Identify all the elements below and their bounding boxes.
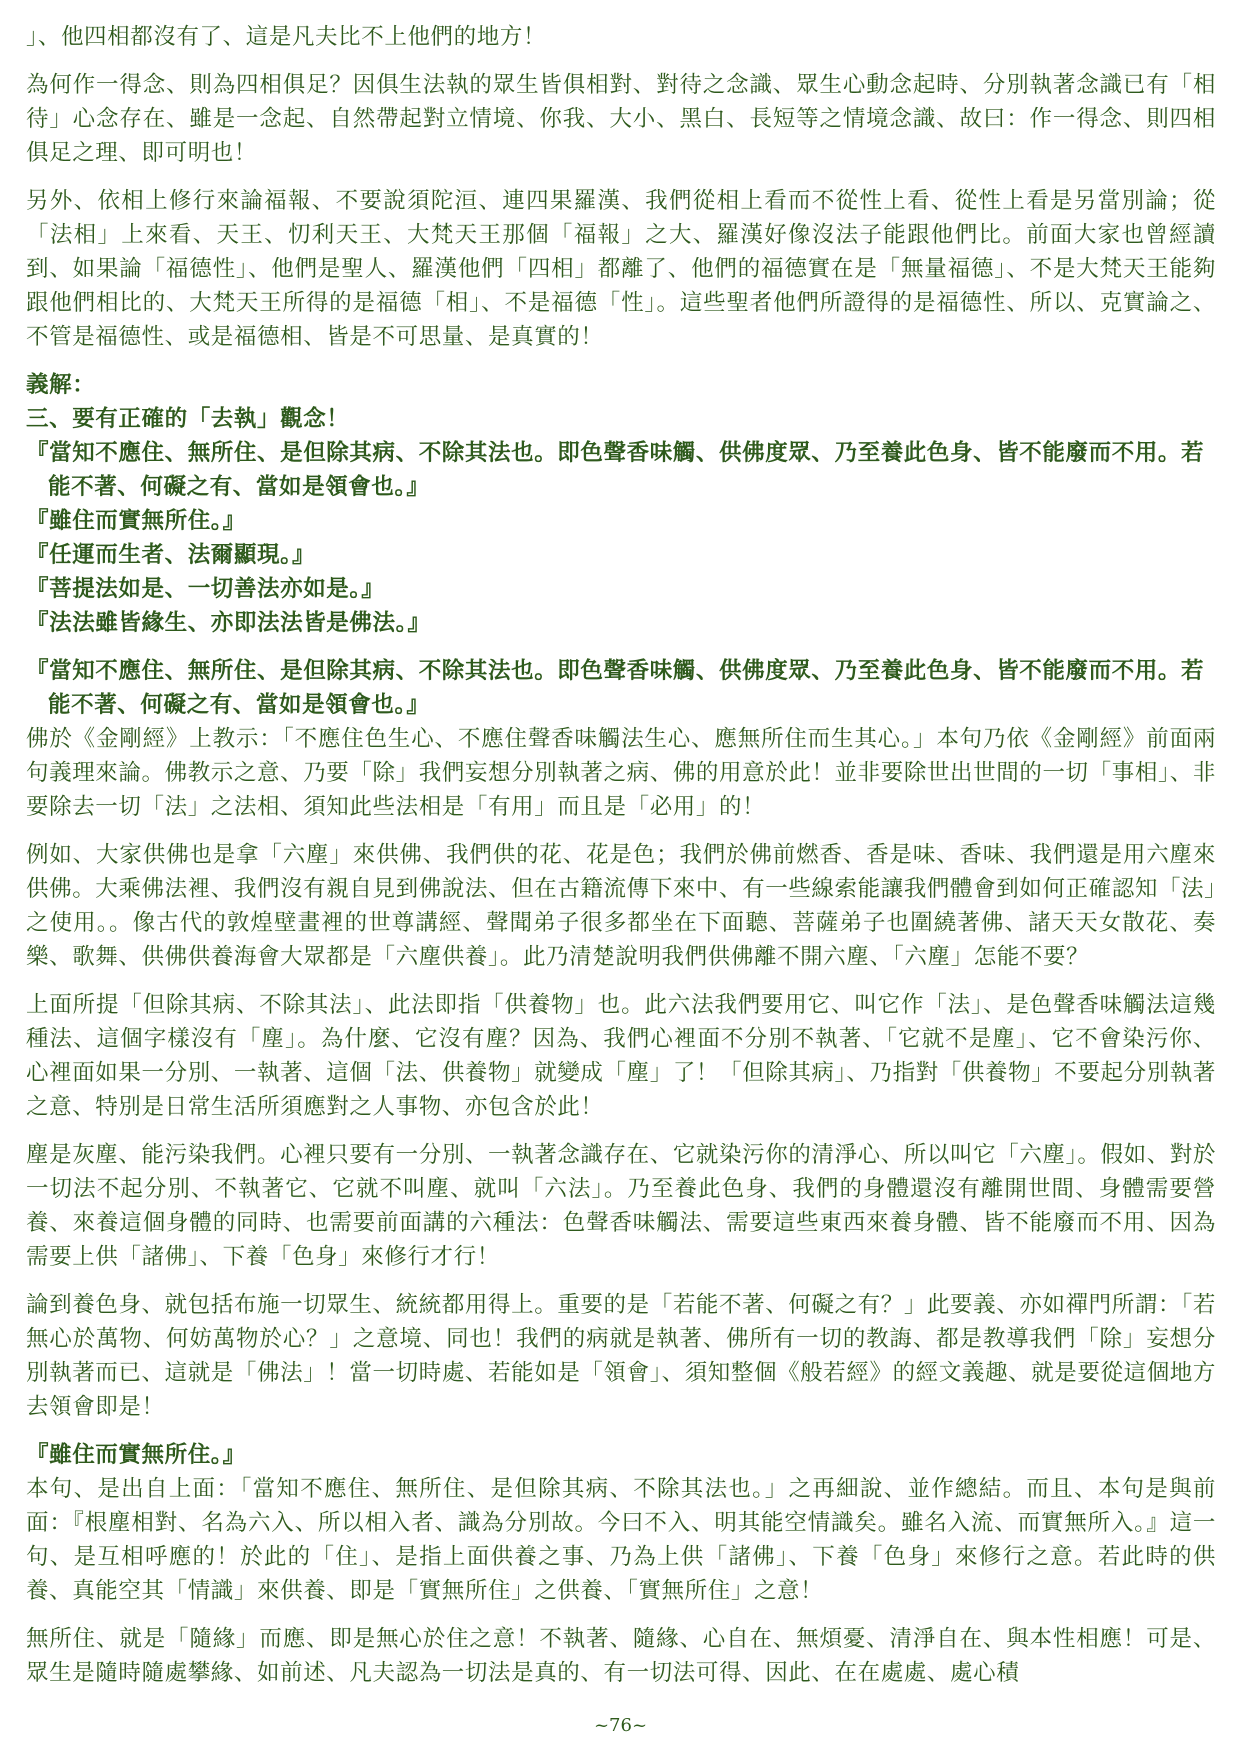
paragraph-5: 例如、大家供佛也是拿「六塵」來供佛、我們供的花、花是色；我們於佛前燃香、香是味、香味、我們還是用六塵來供佛。大乘佛法裡、我們沒有親自見到佛說法、但在古籍流傳下來中、有一些線索能讓我們體會到如何正確認知「法」之使用。。像古代的敦煌壁畫裡的世尊講經、聲聞弟子很多都坐在下面聽、菩薩弟子也圍繞著佛、諸天天女散花、奏樂、歌舞、供佛供養海會大眾都是「六塵供養」。此乃清楚說明我們供佛離不開六塵、「六塵」怎能不要？ <box>26 842 1216 970</box>
paragraph-9: 本句、是出自上面：「當知不應住、無所住、是但除其病、不除其法也。」之再細說、並作總結。而且、本句是與前面：『根塵相對、名為六入、所以相入者、識為分別故。今曰不入、明其能空情識矣。雖名入流、而實無所入。』這一句、是互相呼應的！於此的「住」、是指上面供養之事、乃為上供「諸佛」、下養「色身」來修行之意。若此時的供養、真能空其「情識」來供養、即是「實無所住」之供養、「實無所住」之意！ <box>26 1476 1216 1604</box>
quote-heading-2: 『雖住而實無所住。』 <box>26 1442 246 1468</box>
section-label: 義解： <box>26 372 96 398</box>
paragraph-2: 為何作一得念、則為四相俱足？因俱生法執的眾生皆俱相對、對待之念識、眾生心動念起時、分別執著念識已有「相待」心念存在、雖是一念起、自然帶起對立情境、你我、大小、黑白、長短等之情境念識、故曰：作一得念、則四相俱足之理、即可明也！ <box>26 72 1216 166</box>
paragraph-4: 佛於《金剛經》上教示：「不應住色生心、不應住聲香味觸法生心、應無所住而生其心。」本句乃依《金剛經》前面兩句義理來論。佛教示之意、乃要「除」我們妄想分別執著之病、佛的用意於此！並非要除世出世間的一切「事相」、非要除去一切「法」之法相、須知此些法相是「有用」而且是「必用」的！ <box>26 726 1216 820</box>
quote-5: 『法法雖皆緣生、亦即法法皆是佛法。』 <box>26 610 431 636</box>
quote-2: 『雖住而實無所住。』 <box>26 508 246 534</box>
paragraph-7: 塵是灰塵、能污染我們。心裡只要有一分別、一執著念識存在、它就染污你的清淨心、所以叫它「六塵」。假如、對於一切法不起分別、不執著它、它就不叫塵、就叫「六法」。乃至養此色身、我們的身體還沒有離開世間、身體需要營養、來養這個身體的同時、也需要前面講的六種法：色聲香味觸法、需要這些東西來養身體、皆不能廢而不用、因為需要上供「諸佛」、下養「色身」來修行才行！ <box>26 1142 1216 1270</box>
quote-3: 『任運而生者、法爾顯現。』 <box>26 542 316 568</box>
document-page <box>26 20 1216 1704</box>
quote-1: 『當知不應住、無所住、是但除其病、不除其法也。即色聲香味觸、供佛度眾、乃至養此色身、皆不能廢而不用。若能不著、何礙之有、當如是領會也。』 <box>26 440 1205 500</box>
quote-heading-1: 『當知不應住、無所住、是但除其病、不除其法也。即色聲香味觸、供佛度眾、乃至養此色身、皆不能廢而不用。若能不著、何礙之有、當如是領會也。』 <box>26 658 1205 718</box>
paragraph-1: 」、他四相都沒有了、這是凡夫比不上他們的地方！ <box>26 24 547 50</box>
paragraph-6: 上面所提「但除其病、不除其法」、此法即指「供養物」也。此六法我們要用它、叫它作「法」、是色聲香味觸法這幾種法、這個字樣沒有「塵」。為什麼、它沒有塵？因為、我們心裡面不分別不執著、「它就不是塵」、它不會染污你、心裡面如果一分別、一執著、這個「法、供養物」就變成「塵」了！「但除其病」、乃指對「供養物」不要起分別執著之意、特別是日常生活所須應對之人事物、亦包含於此！ <box>26 992 1216 1120</box>
quote-4: 『菩提法如是、一切善法亦如是。』 <box>26 576 385 602</box>
paragraph-8: 論到養色身、就包括布施一切眾生、統統都用得上。重要的是「若能不著、何礙之有？」此要義、亦如禪門所謂：「若無心於萬物、何妨萬物於心？」之意境、同也！我們的病就是執著、佛所有一切的教誨、都是教導我們「除」妄想分別執著而已、這就是「佛法」！當一切時處、若能如是「領會」、須知整個《般若經》的經文義趣、就是要從這個地方去領會即是！ <box>26 1292 1216 1420</box>
spacer <box>26 640 1216 654</box>
paragraph-3: 另外、依相上修行來論福報、不要說須陀洹、連四果羅漢、我們從相上看而不從性上看、從性上看是另當別論；從「法相」上來看、天王、忉利天王、大梵天王那個「福報」之大、羅漢好像沒法子能跟他們比。前面大家也曾經讀到、如果論「福德性」、他們是聖人、羅漢他們「四相」都離了、他們的福德實在是「無量福德」、不是大梵天王能夠跟他們相比的、大梵天王所得的是福德「相」、不是福德「性」。這些聖者他們所證得的是福德性、所以、克實論之、不管是福德性、或是福德相、皆是不可思量、是真實的！ <box>26 188 1216 350</box>
page-number: ~76~ <box>593 1715 648 1736</box>
paragraph-10: 無所住、就是「隨緣」而應、即是無心於住之意！不執著、隨緣、心自在、無煩憂、清淨自在、與本性相應！可是、眾生是隨時隨處攀緣、如前述、凡夫認為一切法是真的、有一切法可得、因此、在在處處、處心積 <box>26 1626 1216 1686</box>
section-heading: 三、要有正確的「去執」觀念！ <box>26 406 350 432</box>
